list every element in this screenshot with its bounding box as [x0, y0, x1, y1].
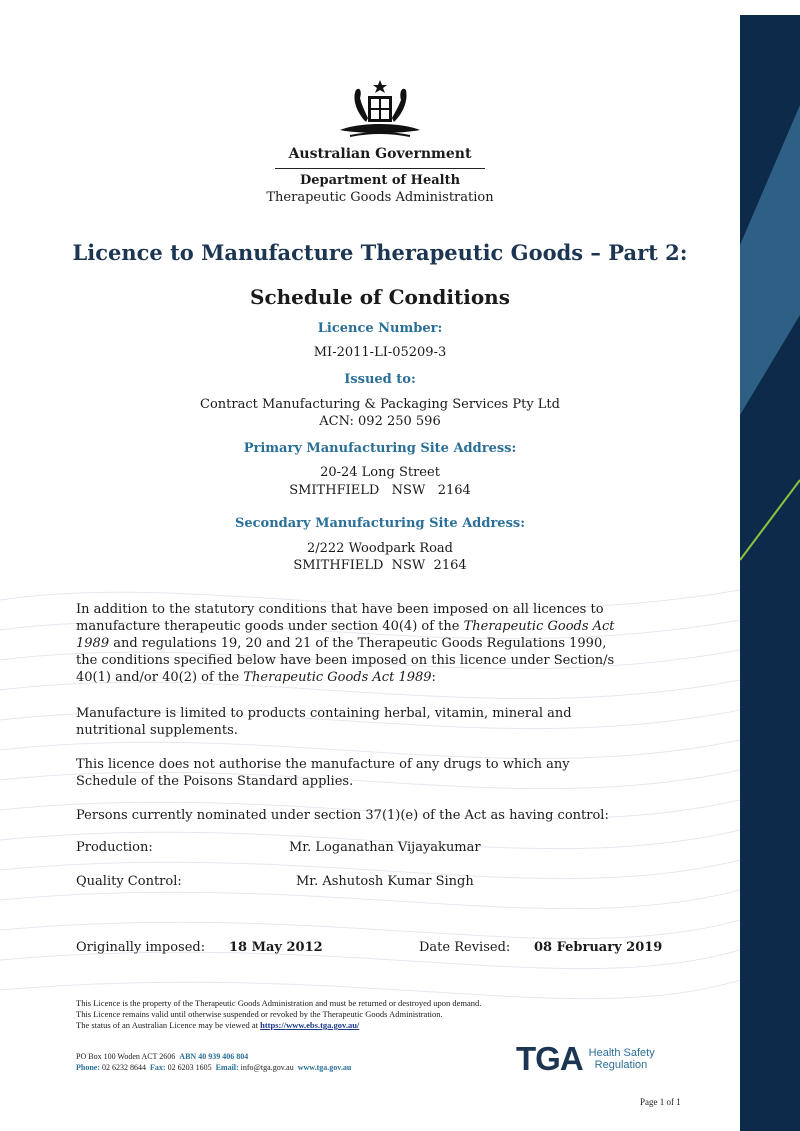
postal-address: PO Box 100 Woden ACT 2606: [76, 1052, 176, 1061]
government-name: Australian Government: [288, 146, 472, 162]
page-subtitle: Schedule of Conditions: [250, 285, 510, 309]
condition-poisons: This licence does not authorise the manufacture of any drugs to which any Schedule of the Poisons Standard applies.: [76, 757, 570, 789]
production-label: Production:: [76, 840, 153, 855]
issued-to-label: Issued to:: [344, 372, 416, 387]
website-link[interactable]: www.tga.gov.au: [297, 1063, 352, 1072]
tga-logo: [516, 1040, 655, 1078]
quality-control-label: Quality Control:: [76, 874, 182, 889]
act-citation: Therapeutic Goods Act 1989: [243, 670, 432, 685]
notice-status: The status of an Australian Licence may be viewed at https://www.ebs.tga.gov.au/: [76, 1020, 360, 1030]
tga-logo-word: TGA: [516, 1040, 583, 1077]
ebs-link[interactable]: https://www.ebs.tga.gov.au/: [260, 1020, 360, 1030]
tga-tagline: Health Safety Regulation: [588, 1047, 655, 1071]
licence-notice: [76, 998, 636, 1031]
email-address[interactable]: info@tga.gov.au: [240, 1063, 294, 1072]
secondary-site-line1: 2/222 Woodpark Road: [306, 541, 454, 556]
primary-site-line2: SMITHFIELD NSW 2164: [289, 483, 471, 498]
notice-property: This Licence is the property of the Therapeutic Goods Administration and must be returned or destroyed upon demand.: [76, 998, 482, 1008]
nominated-persons-intro: Persons currently nominated under section 37(1)(e) of the Act as having control:: [76, 808, 609, 823]
page-title: Licence to Manufacture Therapeutic Goods – Part 2:: [72, 240, 688, 265]
fax-number: 02 6203 1605: [167, 1063, 212, 1072]
licensee-acn: ACN: 092 250 596: [319, 414, 441, 429]
condition-herbal: Manufacture is limited to products containing herbal, vitamin, mineral and nutritional supplements.: [76, 706, 572, 738]
page-number: Page 1 of 1: [640, 1097, 681, 1107]
contact-footer: PO Box 100 Woden ACT 2606 ABN 40 939 406 804 Phone: 02 6232 8644 Fax: 02 6203 1605 Email: info@tga.gov.au www.tga.gov.au: [76, 1052, 352, 1072]
notice-validity: This Licence remains valid until otherwise suspended or revoked by the Therapeutic Goods Administration.: [76, 1009, 443, 1019]
secondary-site-label: Secondary Manufacturing Site Address:: [234, 516, 526, 531]
licence-number: MI-2011-LI-05209-3: [313, 345, 447, 360]
date-revised-value: 08 February 2019: [534, 940, 663, 955]
originally-imposed-date: 18 May 2012: [229, 940, 323, 955]
header-divider: [275, 168, 485, 169]
primary-site-line1: 20-24 Long Street: [320, 465, 440, 480]
conditions-intro-paragraph: In addition to the statutory conditions that have been imposed on all licences to manufacture therapeutic goods under section 40(4) of the Therapeutic Goods Act 1989 and regulations 19, 20 and 21 of the Therapeutic Goods Regulations 1990, the conditions specified below have been imposed on this licence under Section/s 40(1) and/or 40(2) of the Therapeutic Goods Act 1989:: [76, 602, 615, 685]
phone-number: 02 6232 8644: [102, 1063, 146, 1072]
licensee-name: Contract Manufacturing & Packaging Services Pty Ltd: [200, 397, 560, 412]
coat-of-arms-icon: [330, 78, 430, 148]
quality-control-person: Mr. Ashutosh Kumar Singh: [296, 874, 474, 889]
secondary-site-line2: SMITHFIELD NSW 2164: [293, 558, 467, 573]
production-person: Mr. Loganathan Vijayakumar: [289, 840, 481, 855]
department-name: Department of Health: [299, 173, 461, 188]
date-revised-label: Date Revised:: [419, 940, 511, 955]
abn: ABN 40 939 406 804: [179, 1052, 249, 1061]
originally-imposed-label: Originally imposed:: [76, 940, 206, 955]
act-citation: Therapeutic Goods Act 1989: [76, 619, 615, 651]
agency-name: Therapeutic Goods Administration: [266, 190, 494, 205]
primary-site-label: Primary Manufacturing Site Address:: [243, 441, 517, 456]
licence-number-label: Licence Number:: [317, 321, 443, 336]
